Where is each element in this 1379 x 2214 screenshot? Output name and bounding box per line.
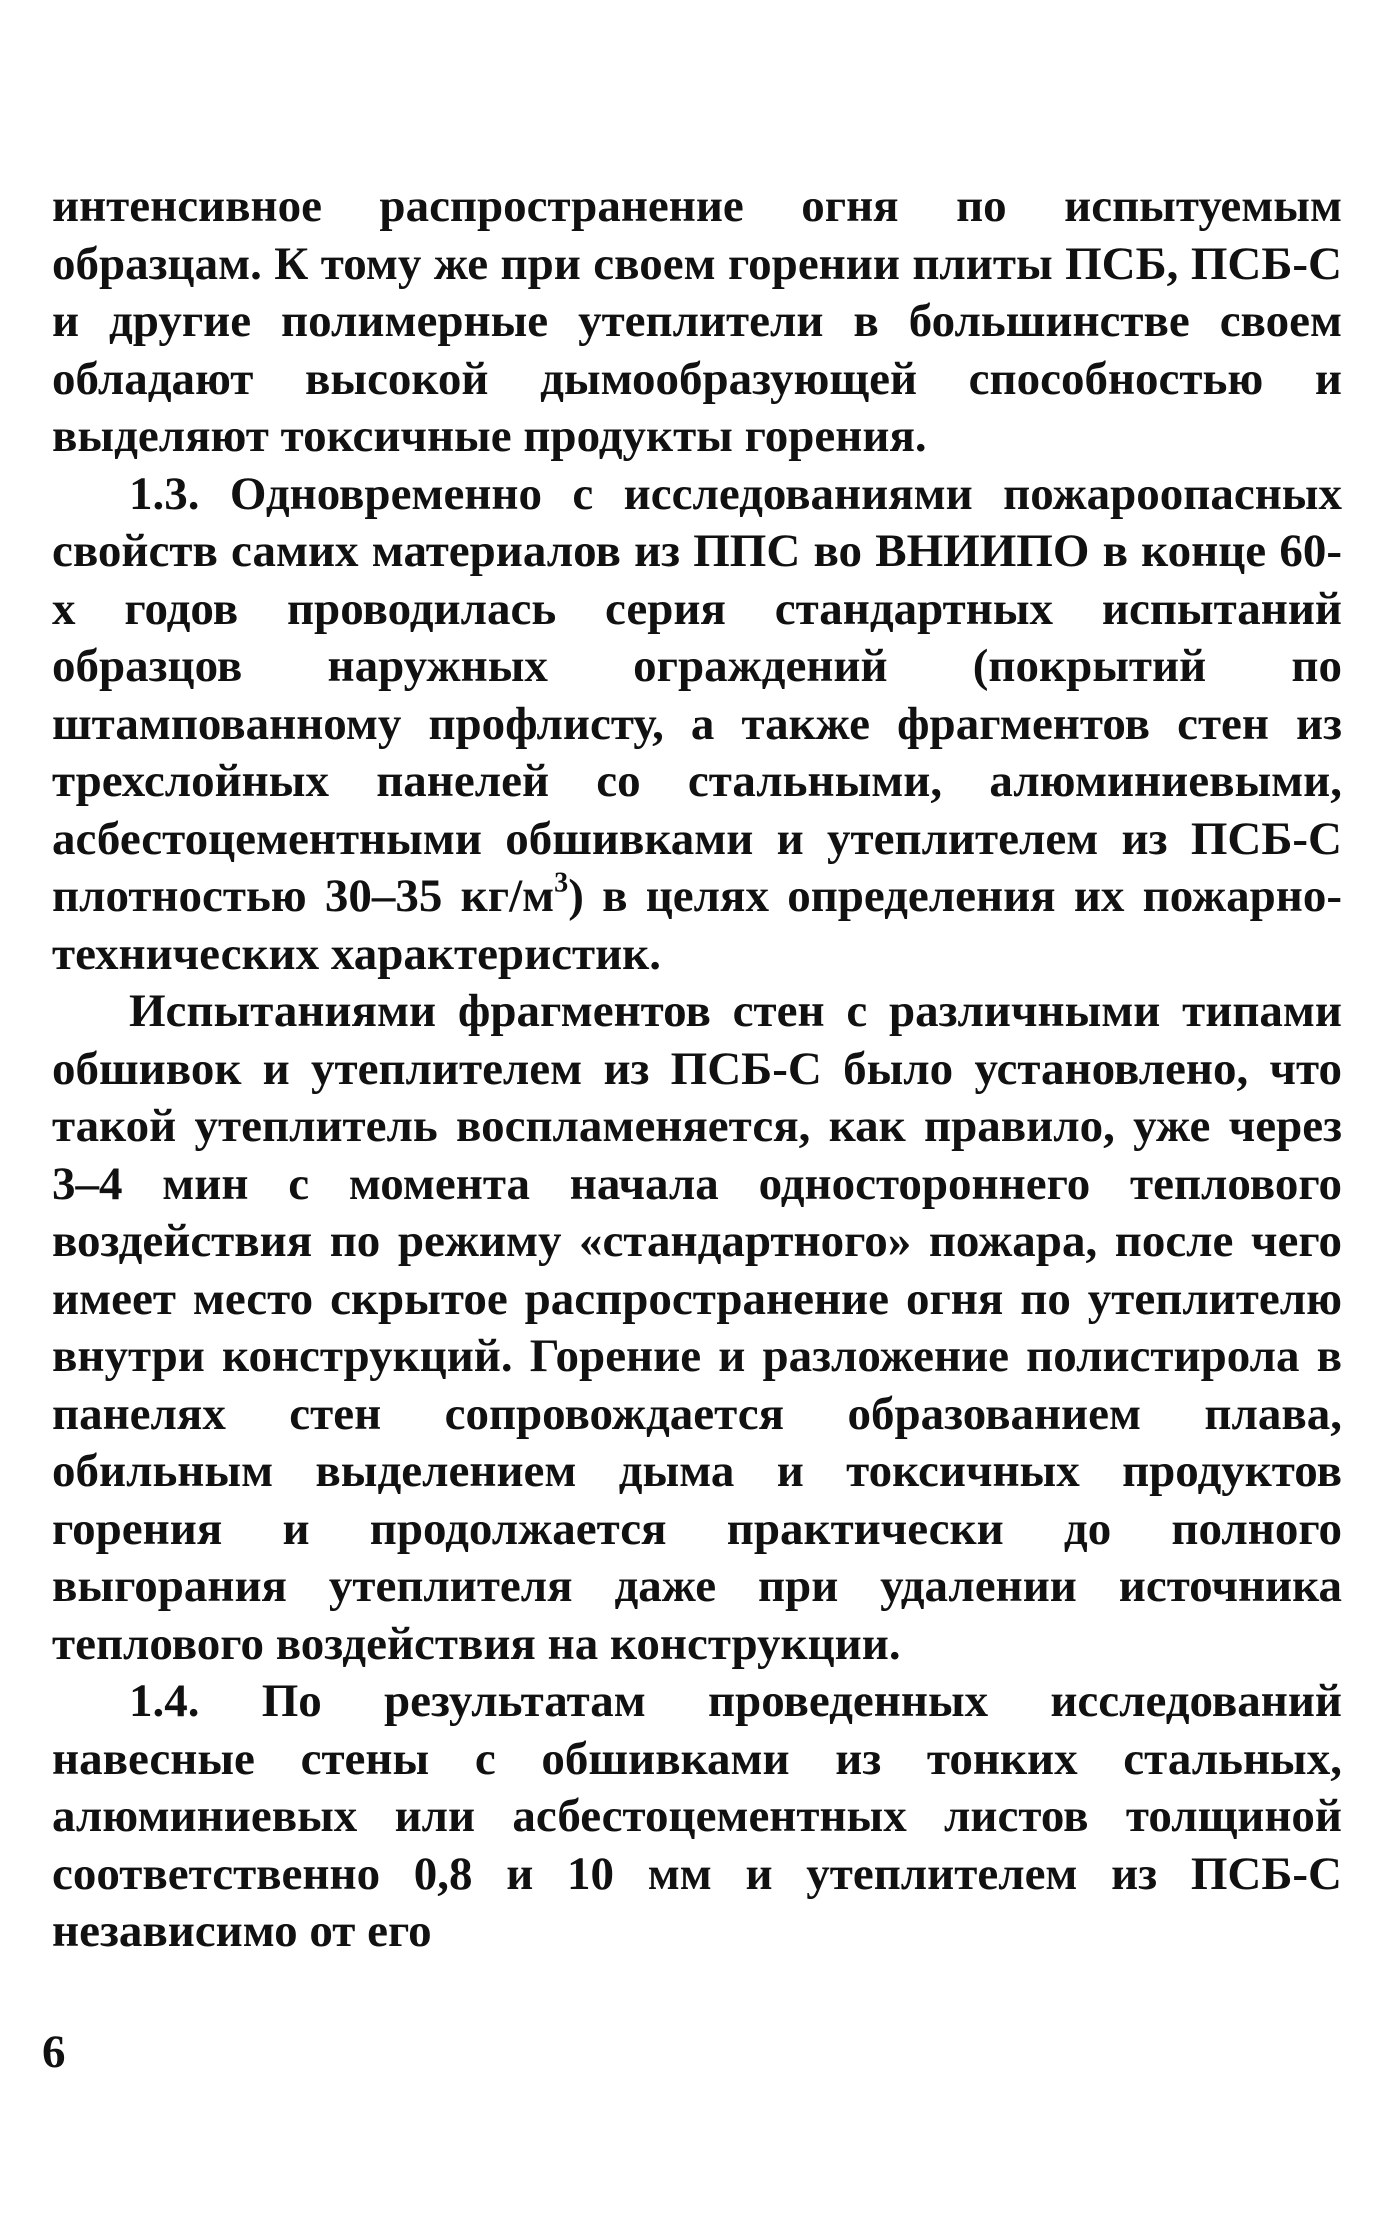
page-number: 6 [42, 2026, 66, 2078]
paragraph-1-3-text: 1.3. Одновременно с исследованиями пожароопасных свойств самих материалов из ППС во ВНИИПО в конце 60-х годов проводилась серия стандартных испытаний образцов наружных ограждений (покрытий по штампованному профлисту, а также фрагментов стен из трехслойных панелей со стальными, алюминиевыми, асбестоцементными обшивками и утеплителем из ПСБ-С плотностью 30–35 кг/м [52, 467, 1342, 922]
body-text [52, 178, 1342, 1961]
paragraph-1-3-tail: ) в целях определения их пожарно-технических характеристик. [52, 870, 1342, 980]
superscript-unit: 3 [554, 867, 569, 899]
paragraph-1-4: 1.4. По результатам проведенных исследований навесные стены с обшивками из тонких стальных, алюминиевых или асбестоцементных листов толщиной соответственно 0,8 и 10 мм и утеплителем из ПСБ-С независимо от его [52, 1675, 1342, 1957]
paragraph-1-3 [52, 466, 1342, 984]
paragraph-tests: Испытаниями фрагментов стен с различными типами обшивок и утеплителем из ПСБ-С было установлено, что такой утеплитель воспламеняется, как правило, уже через 3–4 мин с момента начала одностороннего теплового воздействия по режиму «стандартного» пожара, после чего имеет место скрытое распространение огня по утеплителю внутри конструкций. Горение и разложение полистирола в панелях стен сопровождается образованием плава, обильным выделением дыма и токсичных продуктов горения и продолжается практически до полного выгорания утеплителя даже при удалении источника теплового воздействия на конструкции. [52, 985, 1342, 1670]
paragraph-continued: интенсивное распространение огня по испытуемым образцам. К тому же при своем горении плиты ПСБ, ПСБ-С и другие полимерные утеплители в большинстве своем обладают высокой дымообразующей способностью и выделяют токсичные продукты горения. [52, 180, 1342, 462]
